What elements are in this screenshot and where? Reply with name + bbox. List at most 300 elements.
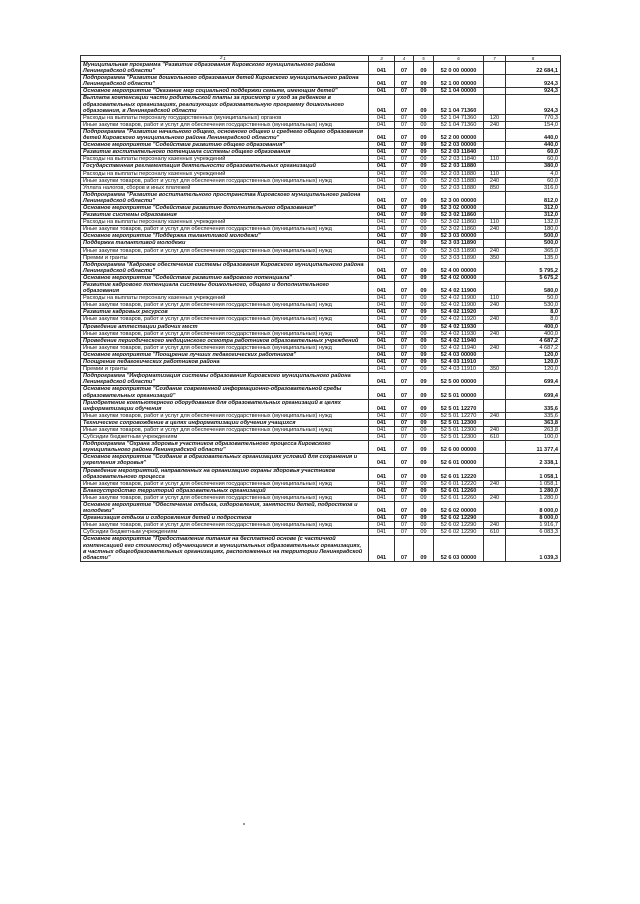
row-target-article: 52 3 00 00000	[434, 191, 484, 204]
row-name: Иные закупки товаров, работ и услуг для обеспечения государственных (муниципальных) нужд	[81, 330, 369, 337]
row-name: Иные закупки товаров, работ и услуг для обеспечения государственных (муниципальных) нужд	[81, 426, 369, 433]
row-expense-type	[484, 337, 506, 344]
row-subsection-code: 09	[414, 344, 434, 351]
row-ved-code: 041	[369, 373, 395, 386]
table-row	[81, 177, 561, 184]
row-name: Выплата компенсации части родительской платы за присмотр и уход за ребенком в образовательных организациях, реализующих образовательную программу дошкольного образования, в Ленинградской области	[81, 95, 369, 114]
row-section-code: 07	[395, 399, 414, 412]
row-section-code: 07	[395, 62, 414, 75]
row-ved-code: 041	[369, 309, 395, 316]
row-expense-type	[484, 454, 506, 467]
table-row	[81, 330, 561, 337]
table-row	[81, 254, 561, 261]
row-amount: 699,4	[506, 386, 561, 399]
row-subsection-code: 09	[414, 487, 434, 494]
page-speck	[243, 823, 245, 825]
row-section-code: 07	[395, 480, 414, 487]
row-section-code: 07	[395, 121, 414, 128]
row-name: Подпрограмма "Кадровое обеспечение системы образования Кировского муниципального района Ленинградской области"	[81, 261, 369, 274]
row-expense-type: 240	[484, 121, 506, 128]
row-expense-type: 240	[484, 494, 506, 501]
row-section-code: 07	[395, 502, 414, 515]
row-amount: 335,6	[506, 412, 561, 419]
row-target-article: 52 6 01 12260	[434, 487, 484, 494]
row-section-code: 07	[395, 309, 414, 316]
row-target-article: 52 6 01 12260	[434, 494, 484, 501]
row-section-code: 07	[395, 454, 414, 467]
table-row	[81, 351, 561, 358]
row-name: Уплата налогов, сборов и иных платежей	[81, 184, 369, 191]
row-name: Основное мероприятие "Оказание мер социальной поддержки семьям, имеющим детей"	[81, 88, 369, 95]
row-section-code: 07	[395, 163, 414, 170]
table-row	[81, 412, 561, 419]
row-name: Основное мероприятие "Обеспечение отдыха, оздоровления, занятости детей, подростков и молодежи"	[81, 502, 369, 515]
row-name: Развитие кадрового потенциала системы дошкольного, общего и дополнительного образования	[81, 282, 369, 295]
row-amount: 924,3	[506, 95, 561, 114]
table-row	[81, 529, 561, 536]
row-amount: 11 377,4	[506, 441, 561, 454]
row-section-code: 07	[395, 95, 414, 114]
table-row	[81, 536, 561, 561]
row-subsection-code: 09	[414, 412, 434, 419]
table-row	[81, 494, 561, 501]
row-subsection-code: 09	[414, 226, 434, 233]
row-amount: 8 000,0	[506, 515, 561, 522]
row-ved-code: 041	[369, 128, 395, 141]
row-target-article: 52 1 04 71360	[434, 95, 484, 114]
row-target-article: 52 4 02 11900	[434, 295, 484, 302]
row-subsection-code: 09	[414, 454, 434, 467]
row-subsection-code: 09	[414, 502, 434, 515]
row-section-code: 07	[395, 156, 414, 163]
row-target-article: 52 2 00 00000	[434, 128, 484, 141]
row-expense-type: 110	[484, 156, 506, 163]
table-row	[81, 149, 561, 156]
row-amount: 400,0	[506, 323, 561, 330]
row-target-article: 52 2 03 11880	[434, 177, 484, 184]
row-target-article: 52 3 02 00000	[434, 204, 484, 211]
table-row	[81, 515, 561, 522]
row-amount: 316,0	[506, 184, 561, 191]
row-subsection-code: 09	[414, 191, 434, 204]
row-section-code: 07	[395, 522, 414, 529]
row-section-code: 07	[395, 184, 414, 191]
row-target-article: 52 4 03 00000	[434, 351, 484, 358]
row-target-article: 52 1 00 00000	[434, 75, 484, 88]
row-ved-code: 041	[369, 536, 395, 561]
row-ved-code: 041	[369, 467, 395, 480]
table-row	[81, 274, 561, 281]
row-section-code: 07	[395, 142, 414, 149]
row-amount: 132,0	[506, 219, 561, 226]
row-name: Основное мероприятие "Предоставление питания на бесплатной основе (с частичной компенсацией его стоимости) обучающимся в муниципальных образовательных организациях, в частных общеобразовательных организациях, расположенных на территории Ленинградской области"	[81, 536, 369, 561]
row-subsection-code: 09	[414, 212, 434, 219]
row-name: Основное мероприятие "Содействие развитию общего образования"	[81, 142, 369, 149]
row-subsection-code: 09	[414, 330, 434, 337]
row-expense-type: 850	[484, 184, 506, 191]
row-name: Иные закупки товаров, работ и услуг для обеспечения государственных (муниципальных) нужд	[81, 121, 369, 128]
row-expense-type: 240	[484, 247, 506, 254]
row-section-code: 07	[395, 282, 414, 295]
row-section-code: 07	[395, 386, 414, 399]
header-col2-label: 2	[220, 55, 223, 60]
row-section-code: 07	[395, 261, 414, 274]
row-name: Организация отдыха и оздоровления детей и подростков	[81, 515, 369, 522]
row-amount: 8 000,0	[506, 502, 561, 515]
table-row	[81, 191, 561, 204]
row-target-article: 52 3 02 11860	[434, 226, 484, 233]
row-amount: 924,3	[506, 88, 561, 95]
row-ved-code: 041	[369, 219, 395, 226]
row-name: Подпрограмма "Охрана здоровья участников образовательного процесса Кировского муниципального района Ленинградской области"	[81, 441, 369, 454]
row-amount: 8,0	[506, 316, 561, 323]
row-ved-code: 041	[369, 282, 395, 295]
row-amount: 770,3	[506, 114, 561, 121]
row-ved-code: 041	[369, 240, 395, 247]
row-subsection-code: 09	[414, 302, 434, 309]
row-section-code: 07	[395, 323, 414, 330]
header-cell: 1	[81, 56, 369, 62]
row-amount: 924,3	[506, 75, 561, 88]
row-name: Проведение периодического медицинского осмотра работников образовательных учреждений	[81, 337, 369, 344]
row-target-article: 52 2 03 11840	[434, 156, 484, 163]
row-section-code: 07	[395, 274, 414, 281]
row-target-article: 52 4 02 11920	[434, 316, 484, 323]
row-subsection-code: 09	[414, 316, 434, 323]
row-subsection-code: 09	[414, 529, 434, 536]
row-target-article: 52 2 03 11880	[434, 170, 484, 177]
table-row	[81, 240, 561, 247]
row-name: Расходы на выплаты персоналу казенных учреждений	[81, 170, 369, 177]
row-subsection-code: 09	[414, 95, 434, 114]
row-target-article: 52 1 04 00000	[434, 88, 484, 95]
row-ved-code: 041	[369, 191, 395, 204]
row-name: Иные закупки товаров, работ и услуг для обеспечения государственных (муниципальных) нужд	[81, 412, 369, 419]
row-ved-code: 041	[369, 163, 395, 170]
table-row	[81, 323, 561, 330]
row-amount: 120,0	[506, 351, 561, 358]
row-name: Субсидии бюджетным учреждениям	[81, 529, 369, 536]
row-ved-code: 041	[369, 149, 395, 156]
row-target-article: 52 2 03 11880	[434, 184, 484, 191]
row-expense-type: 240	[484, 480, 506, 487]
row-amount: 363,8	[506, 419, 561, 426]
row-subsection-code: 09	[414, 426, 434, 433]
row-ved-code: 041	[369, 441, 395, 454]
row-name: Иные закупки товаров, работ и услуг для обеспечения государственных (муниципальных) нужд	[81, 177, 369, 184]
row-ved-code: 041	[369, 426, 395, 433]
row-name: Проведение мероприятий, направленных на организацию охраны здоровья участников образовательного процесса	[81, 467, 369, 480]
row-target-article: 52 4 02 00000	[434, 274, 484, 281]
row-ved-code: 041	[369, 88, 395, 95]
header-cell: 4	[395, 56, 414, 62]
table-row	[81, 426, 561, 433]
row-subsection-code: 09	[414, 522, 434, 529]
row-name: Развитие воспитательного потенциала системы общего образования	[81, 149, 369, 156]
row-subsection-code: 09	[414, 88, 434, 95]
row-ved-code: 041	[369, 114, 395, 121]
row-subsection-code: 09	[414, 386, 434, 399]
row-name: Проведение аттестации рабочих мест	[81, 323, 369, 330]
row-expense-type	[484, 240, 506, 247]
row-name: Премии и гранты	[81, 254, 369, 261]
row-section-code: 07	[395, 359, 414, 366]
row-section-code: 07	[395, 233, 414, 240]
row-name: Субсидии бюджетным учреждениям	[81, 434, 369, 441]
row-expense-type	[484, 323, 506, 330]
row-amount: 440,0	[506, 128, 561, 141]
header-cell: 5	[414, 56, 434, 62]
row-target-article: 52 2 03 00000	[434, 142, 484, 149]
row-ved-code: 041	[369, 337, 395, 344]
row-expense-type: 120	[484, 114, 506, 121]
row-amount: 4 687,2	[506, 344, 561, 351]
row-expense-type: 240	[484, 522, 506, 529]
row-expense-type	[484, 359, 506, 366]
row-amount: 4 687,2	[506, 337, 561, 344]
table-row	[81, 247, 561, 254]
table-row	[81, 204, 561, 211]
row-name: Иные закупки товаров, работ и услуг для обеспечения государственных (муниципальных) нужд	[81, 522, 369, 529]
row-section-code: 07	[395, 75, 414, 88]
row-ved-code: 041	[369, 170, 395, 177]
row-expense-type	[484, 399, 506, 412]
row-expense-type	[484, 95, 506, 114]
row-name: Государственная регламентация деятельности образовательных организаций	[81, 163, 369, 170]
row-name: Муниципальная программа "Развитие образования Кировского муниципального района Ленинградской области"	[81, 62, 369, 75]
row-expense-type: 610	[484, 529, 506, 536]
table-row	[81, 309, 561, 316]
table-row	[81, 467, 561, 480]
table-row	[81, 121, 561, 128]
row-subsection-code: 09	[414, 163, 434, 170]
row-ved-code: 041	[369, 454, 395, 467]
row-subsection-code: 09	[414, 323, 434, 330]
row-subsection-code: 09	[414, 156, 434, 163]
row-name: Основное мероприятие "Создание современной информационно-образовательной среды образовательных организаций"	[81, 386, 369, 399]
row-target-article: 52 6 03 00000	[434, 536, 484, 561]
row-amount: 4,0	[506, 170, 561, 177]
table-row	[81, 302, 561, 309]
row-ved-code: 041	[369, 359, 395, 366]
row-expense-type	[484, 274, 506, 281]
row-name: Подпрограмма "Развитие дошкольного образования детей Кировского муниципального района Ленинградской области"	[81, 75, 369, 88]
row-section-code: 07	[395, 177, 414, 184]
row-amount: 530,0	[506, 302, 561, 309]
table-row	[81, 316, 561, 323]
row-subsection-code: 09	[414, 274, 434, 281]
row-subsection-code: 09	[414, 142, 434, 149]
row-name: Иные закупки товаров, работ и услуг для обеспечения государственных (муниципальных) нужд	[81, 494, 369, 501]
row-amount: 500,0	[506, 240, 561, 247]
row-name: Поощрение педагогических работников района	[81, 359, 369, 366]
row-section-code: 07	[395, 149, 414, 156]
table-row	[81, 75, 561, 88]
table-row	[81, 163, 561, 170]
row-section-code: 07	[395, 351, 414, 358]
row-ved-code: 041	[369, 156, 395, 163]
row-target-article: 52 1 04 71360	[434, 114, 484, 121]
row-expense-type	[484, 487, 506, 494]
row-subsection-code: 09	[414, 75, 434, 88]
row-target-article: 52 5 00 00000	[434, 373, 484, 386]
row-ved-code: 041	[369, 399, 395, 412]
row-amount: 5 795,2	[506, 261, 561, 274]
row-expense-type	[484, 62, 506, 75]
row-target-article: 52 4 02 11940	[434, 344, 484, 351]
table-row	[81, 366, 561, 373]
row-ved-code: 041	[369, 212, 395, 219]
table-row	[81, 454, 561, 467]
row-ved-code: 041	[369, 302, 395, 309]
table-row	[81, 359, 561, 366]
row-section-code: 07	[395, 536, 414, 561]
row-ved-code: 041	[369, 344, 395, 351]
row-section-code: 07	[395, 247, 414, 254]
row-target-article: 52 4 00 00000	[434, 261, 484, 274]
row-amount: 180,0	[506, 226, 561, 233]
row-target-article: 52 3 02 11860	[434, 212, 484, 219]
row-ved-code: 041	[369, 502, 395, 515]
row-name: Иные закупки товаров, работ и услуг для обеспечения государственных (муниципальных) нужд	[81, 316, 369, 323]
row-target-article: 52 4 03 11910	[434, 366, 484, 373]
row-section-code: 07	[395, 240, 414, 247]
budget-sheet	[80, 55, 560, 562]
row-name: Иные закупки товаров, работ и услуг для обеспечения государственных (муниципальных) нужд	[81, 247, 369, 254]
row-target-article: 52 4 02 11930	[434, 330, 484, 337]
row-subsection-code: 09	[414, 240, 434, 247]
row-amount: 1 058,1	[506, 467, 561, 480]
row-subsection-code: 09	[414, 219, 434, 226]
row-amount: 1 280,0	[506, 494, 561, 501]
row-section-code: 07	[395, 330, 414, 337]
row-section-code: 07	[395, 170, 414, 177]
row-ved-code: 041	[369, 351, 395, 358]
table-row	[81, 487, 561, 494]
row-subsection-code: 09	[414, 373, 434, 386]
row-subsection-code: 09	[414, 204, 434, 211]
row-name: Расходы на выплаты персоналу казенных учреждений	[81, 295, 369, 302]
row-name: Техническое сопровождение в целях информатизации обучения учащихся	[81, 419, 369, 426]
row-section-code: 07	[395, 373, 414, 386]
row-name: Подпрограмма "Развитие начального общего, основного общего и среднего общего образования детей Кировского муниципального района Ленинградской области"	[81, 128, 369, 141]
row-target-article: 52 2 03 11840	[434, 149, 484, 156]
row-amount: 380,0	[506, 163, 561, 170]
row-expense-type	[484, 149, 506, 156]
row-section-code: 07	[395, 128, 414, 141]
row-expense-type: 240	[484, 344, 506, 351]
row-subsection-code: 09	[414, 282, 434, 295]
row-ved-code: 041	[369, 254, 395, 261]
row-ved-code: 041	[369, 95, 395, 114]
table-row	[81, 480, 561, 487]
row-ved-code: 041	[369, 529, 395, 536]
row-target-article: 52 4 02 11930	[434, 323, 484, 330]
row-target-article: 52 6 02 00000	[434, 502, 484, 515]
row-target-article: 52 5 01 12300	[434, 419, 484, 426]
row-section-code: 07	[395, 412, 414, 419]
table-row	[81, 233, 561, 240]
row-amount: 120,0	[506, 366, 561, 373]
row-target-article: 52 4 02 11900	[434, 302, 484, 309]
row-target-article: 52 3 03 11890	[434, 240, 484, 247]
row-expense-type: 110	[484, 219, 506, 226]
row-expense-type	[484, 191, 506, 204]
row-section-code: 07	[395, 254, 414, 261]
row-expense-type	[484, 163, 506, 170]
row-subsection-code: 09	[414, 467, 434, 480]
row-name: Иные закупки товаров, работ и услуг для обеспечения государственных (муниципальных) нужд	[81, 302, 369, 309]
row-amount: 312,0	[506, 204, 561, 211]
row-ved-code: 041	[369, 386, 395, 399]
row-expense-type: 240	[484, 177, 506, 184]
row-ved-code: 041	[369, 412, 395, 419]
row-amount: 120,0	[506, 359, 561, 366]
row-amount: 22 684,1	[506, 62, 561, 75]
row-section-code: 07	[395, 366, 414, 373]
row-subsection-code: 09	[414, 419, 434, 426]
row-expense-type	[484, 75, 506, 88]
row-section-code: 07	[395, 337, 414, 344]
row-target-article: 52 0 00 00000	[434, 62, 484, 75]
table-row	[81, 295, 561, 302]
row-subsection-code: 09	[414, 441, 434, 454]
row-target-article: 52 6 01 12220	[434, 480, 484, 487]
row-subsection-code: 09	[414, 536, 434, 561]
row-expense-type	[484, 282, 506, 295]
row-ved-code: 041	[369, 480, 395, 487]
row-ved-code: 041	[369, 522, 395, 529]
header-cell: 3	[369, 56, 395, 62]
row-name: Иные закупки товаров, работ и услуг для обеспечения государственных (муниципальных) нужд	[81, 480, 369, 487]
row-subsection-code: 09	[414, 184, 434, 191]
row-expense-type	[484, 309, 506, 316]
row-subsection-code: 09	[414, 254, 434, 261]
row-ved-code: 041	[369, 226, 395, 233]
row-amount: 100,0	[506, 434, 561, 441]
row-expense-type	[484, 212, 506, 219]
row-ved-code: 041	[369, 366, 395, 373]
row-amount: 312,0	[506, 212, 561, 219]
row-target-article: 52 6 01 12220	[434, 467, 484, 480]
row-target-article: 52 4 03 11910	[434, 359, 484, 366]
row-section-code: 07	[395, 434, 414, 441]
row-expense-type: 240	[484, 426, 506, 433]
row-expense-type: 240	[484, 302, 506, 309]
row-target-article: 52 6 02 12290	[434, 522, 484, 529]
row-subsection-code: 09	[414, 149, 434, 156]
row-expense-type: 240	[484, 330, 506, 337]
table-row	[81, 434, 561, 441]
row-name: Благоустройство территорий образовательных организаций	[81, 487, 369, 494]
row-name: Развитие системы образования	[81, 212, 369, 219]
row-amount: 8,0	[506, 309, 561, 316]
row-expense-type	[484, 261, 506, 274]
row-ved-code: 041	[369, 233, 395, 240]
row-ved-code: 041	[369, 330, 395, 337]
row-expense-type	[484, 204, 506, 211]
row-subsection-code: 09	[414, 434, 434, 441]
row-expense-type	[484, 386, 506, 399]
row-section-code: 07	[395, 114, 414, 121]
table-row	[81, 441, 561, 454]
row-amount: 60,0	[506, 156, 561, 163]
row-expense-type	[484, 88, 506, 95]
table-row	[81, 226, 561, 233]
row-name: Подпрограмма "Информатизация системы образования Кировского муниципального района Ленинградской области"	[81, 373, 369, 386]
row-section-code: 07	[395, 529, 414, 536]
row-section-code: 07	[395, 467, 414, 480]
